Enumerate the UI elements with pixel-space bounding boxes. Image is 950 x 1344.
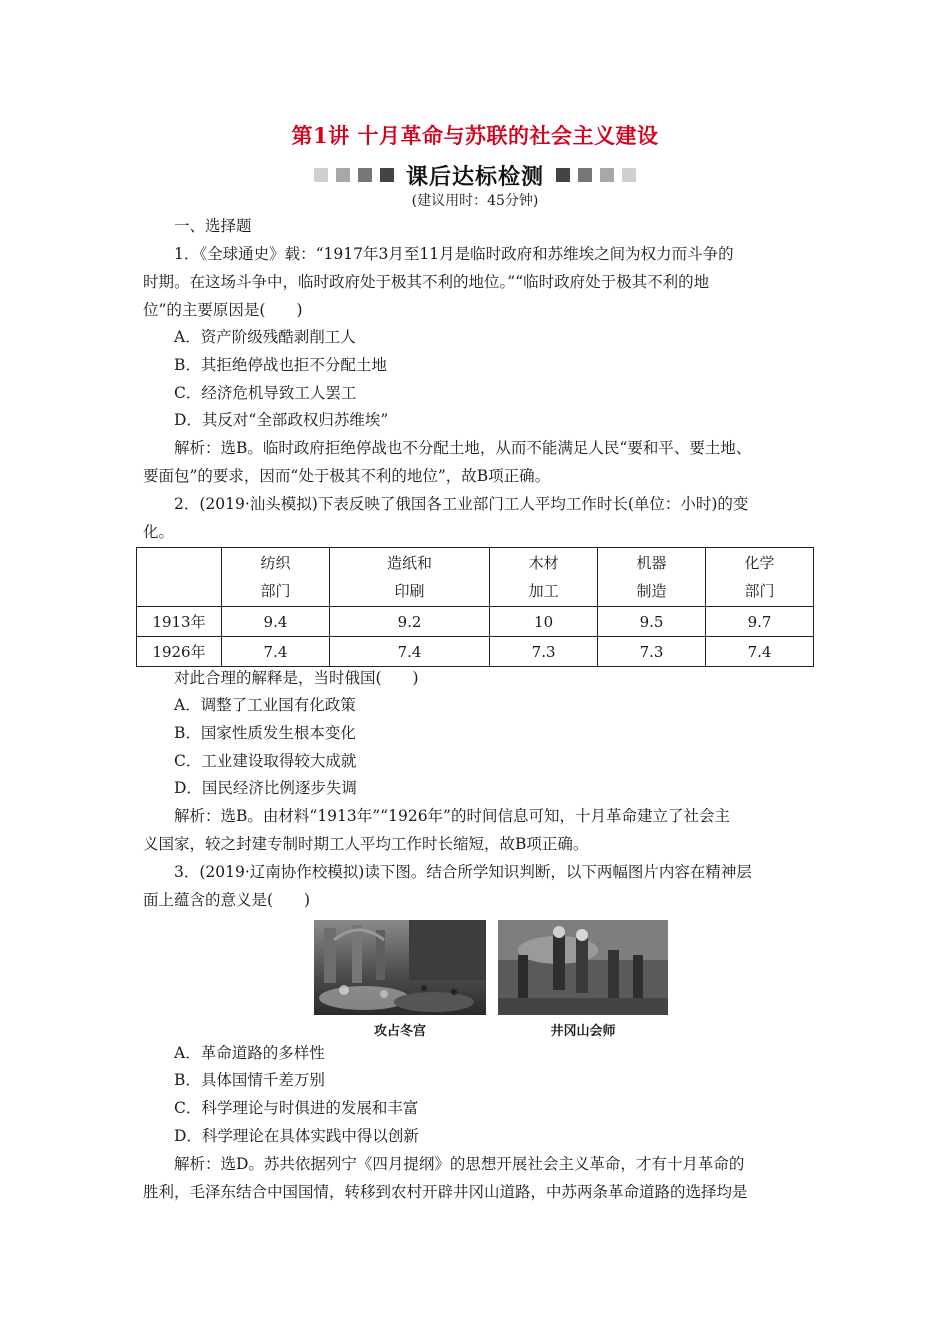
table-cell: 7.3 (598, 637, 706, 667)
table-header-cell: 纺织 部门 (222, 548, 330, 607)
q3-option-b: B．具体国情千差万别 (174, 1071, 325, 1089)
q1-option-b: B．其拒绝停战也拒不分配土地 (174, 356, 387, 374)
q3-option-c: C．科学理论与时俱进的发展和丰富 (174, 1099, 419, 1117)
table-corner-cell (137, 548, 222, 607)
q1-analysis-line2: 要面包”的要求，因而“处于极其不利的地位”，故B项正确。 (143, 467, 551, 485)
q1-stem-line2: 时期。在这场斗争中，临时政府处于极其不利的地位。”“临时政府处于极其不利的地 (143, 273, 710, 291)
banner-square (314, 168, 328, 182)
banner-square (622, 168, 636, 182)
table-row (137, 637, 814, 667)
table-header-cell: 化学 部门 (706, 548, 814, 607)
q2-stem-line1: 2．(2019·汕头模拟)下表反映了俄国各工业部门工人平均工作时长(单位：小时)的变 (174, 495, 749, 513)
q2-stem-line2: 化。 (143, 523, 175, 541)
q3-analysis-line1: 解析：选D。苏共依据列宁《四月提纲》的思想开展社会主义革命，才有十月革命的 (174, 1155, 745, 1173)
q1-option-c: C．经济危机导致工人罢工 (174, 384, 357, 402)
winter-palace-painting (314, 920, 486, 1015)
q2-option-a: A．调整了工业国有化政策 (174, 696, 356, 714)
table-row (137, 607, 814, 637)
table-cell: 7.3 (490, 637, 598, 667)
section-heading: 一、选择题 (174, 217, 252, 235)
table-header-row (137, 548, 814, 607)
table-cell: 9.4 (222, 607, 330, 637)
q1-stem-line1: 1．《全球通史》载：“1917年3月至11月是临时政府和苏维埃之间为权力而斗争的 (174, 245, 734, 263)
table-cell: 7.4 (222, 637, 330, 667)
table-cell: 9.5 (598, 607, 706, 637)
lesson-title: 第1讲 十月革命与苏联的社会主义建设 (291, 123, 659, 148)
q3-option-a: A．革命道路的多样性 (174, 1044, 325, 1062)
caption-left: 攻占冬宫 (373, 1024, 426, 1039)
q1-option-d: D．其反对“全部政权归苏维埃” (174, 411, 389, 429)
banner-square (556, 168, 570, 182)
q3-stem-line2: 面上蕴含的意义是( ) (143, 891, 311, 909)
table-header-cell: 造纸和 印刷 (329, 548, 489, 607)
section-banner (0, 160, 950, 190)
q3-stem-line1: 3．(2019·辽南协作校模拟)读下图。结合所学知识判断，以下两幅图片内容在精神层 (174, 863, 752, 881)
banner-square (578, 168, 592, 182)
caption-right: 井冈山会师 (550, 1024, 616, 1039)
table-cell: 7.4 (329, 637, 489, 667)
q2-question: 对此合理的解释是，当时俄国( ) (174, 669, 419, 687)
q1-stem-line3: 位”的主要原因是( ) (143, 301, 303, 319)
work-hours-table (136, 547, 814, 667)
table-cell: 7.4 (706, 637, 814, 667)
table-year-cell: 1913年 (137, 607, 222, 637)
q2-analysis-line2: 义国家，较之封建专制时期工人平均工作时长缩短，故B项正确。 (143, 835, 589, 853)
q2-analysis-line1: 解析：选B。由材料“1913年”“1926年”的时间信息可知，十月革命建立了社会主 (174, 807, 730, 825)
banner-square (380, 168, 394, 182)
banner-square (358, 168, 372, 182)
time-note: (建议用时：45分钟) (411, 193, 539, 209)
jinggangshan-meeting-painting (498, 920, 668, 1015)
banner-square (336, 168, 350, 182)
q1-analysis-line1: 解析：选B。临时政府拒绝停战也不分配土地，从而不能满足人民“要和平、要土地、 (174, 439, 752, 457)
banner-title: 课后达标检测 (405, 164, 544, 190)
q2-option-d: D．国民经济比例逐步失调 (174, 779, 357, 797)
table-cell: 10 (490, 607, 598, 637)
q2-option-c: C．工业建设取得较大成就 (174, 752, 357, 770)
q2-option-b: B．国家性质发生根本变化 (174, 724, 356, 742)
table-year-cell: 1926年 (137, 637, 222, 667)
q3-option-d: D．科学理论在具体实践中得以创新 (174, 1127, 419, 1145)
table-header-cell: 机器 制造 (598, 548, 706, 607)
table-cell: 9.2 (329, 607, 489, 637)
q3-analysis-line2: 胜利，毛泽东结合中国国情，转移到农村开辟井冈山道路，中苏两条革命道路的选择均是 (143, 1183, 748, 1201)
table-cell: 9.7 (706, 607, 814, 637)
q1-option-a: A．资产阶级残酷剥削工人 (174, 328, 356, 346)
table-header-cell: 木材 加工 (490, 548, 598, 607)
banner-square (600, 168, 614, 182)
